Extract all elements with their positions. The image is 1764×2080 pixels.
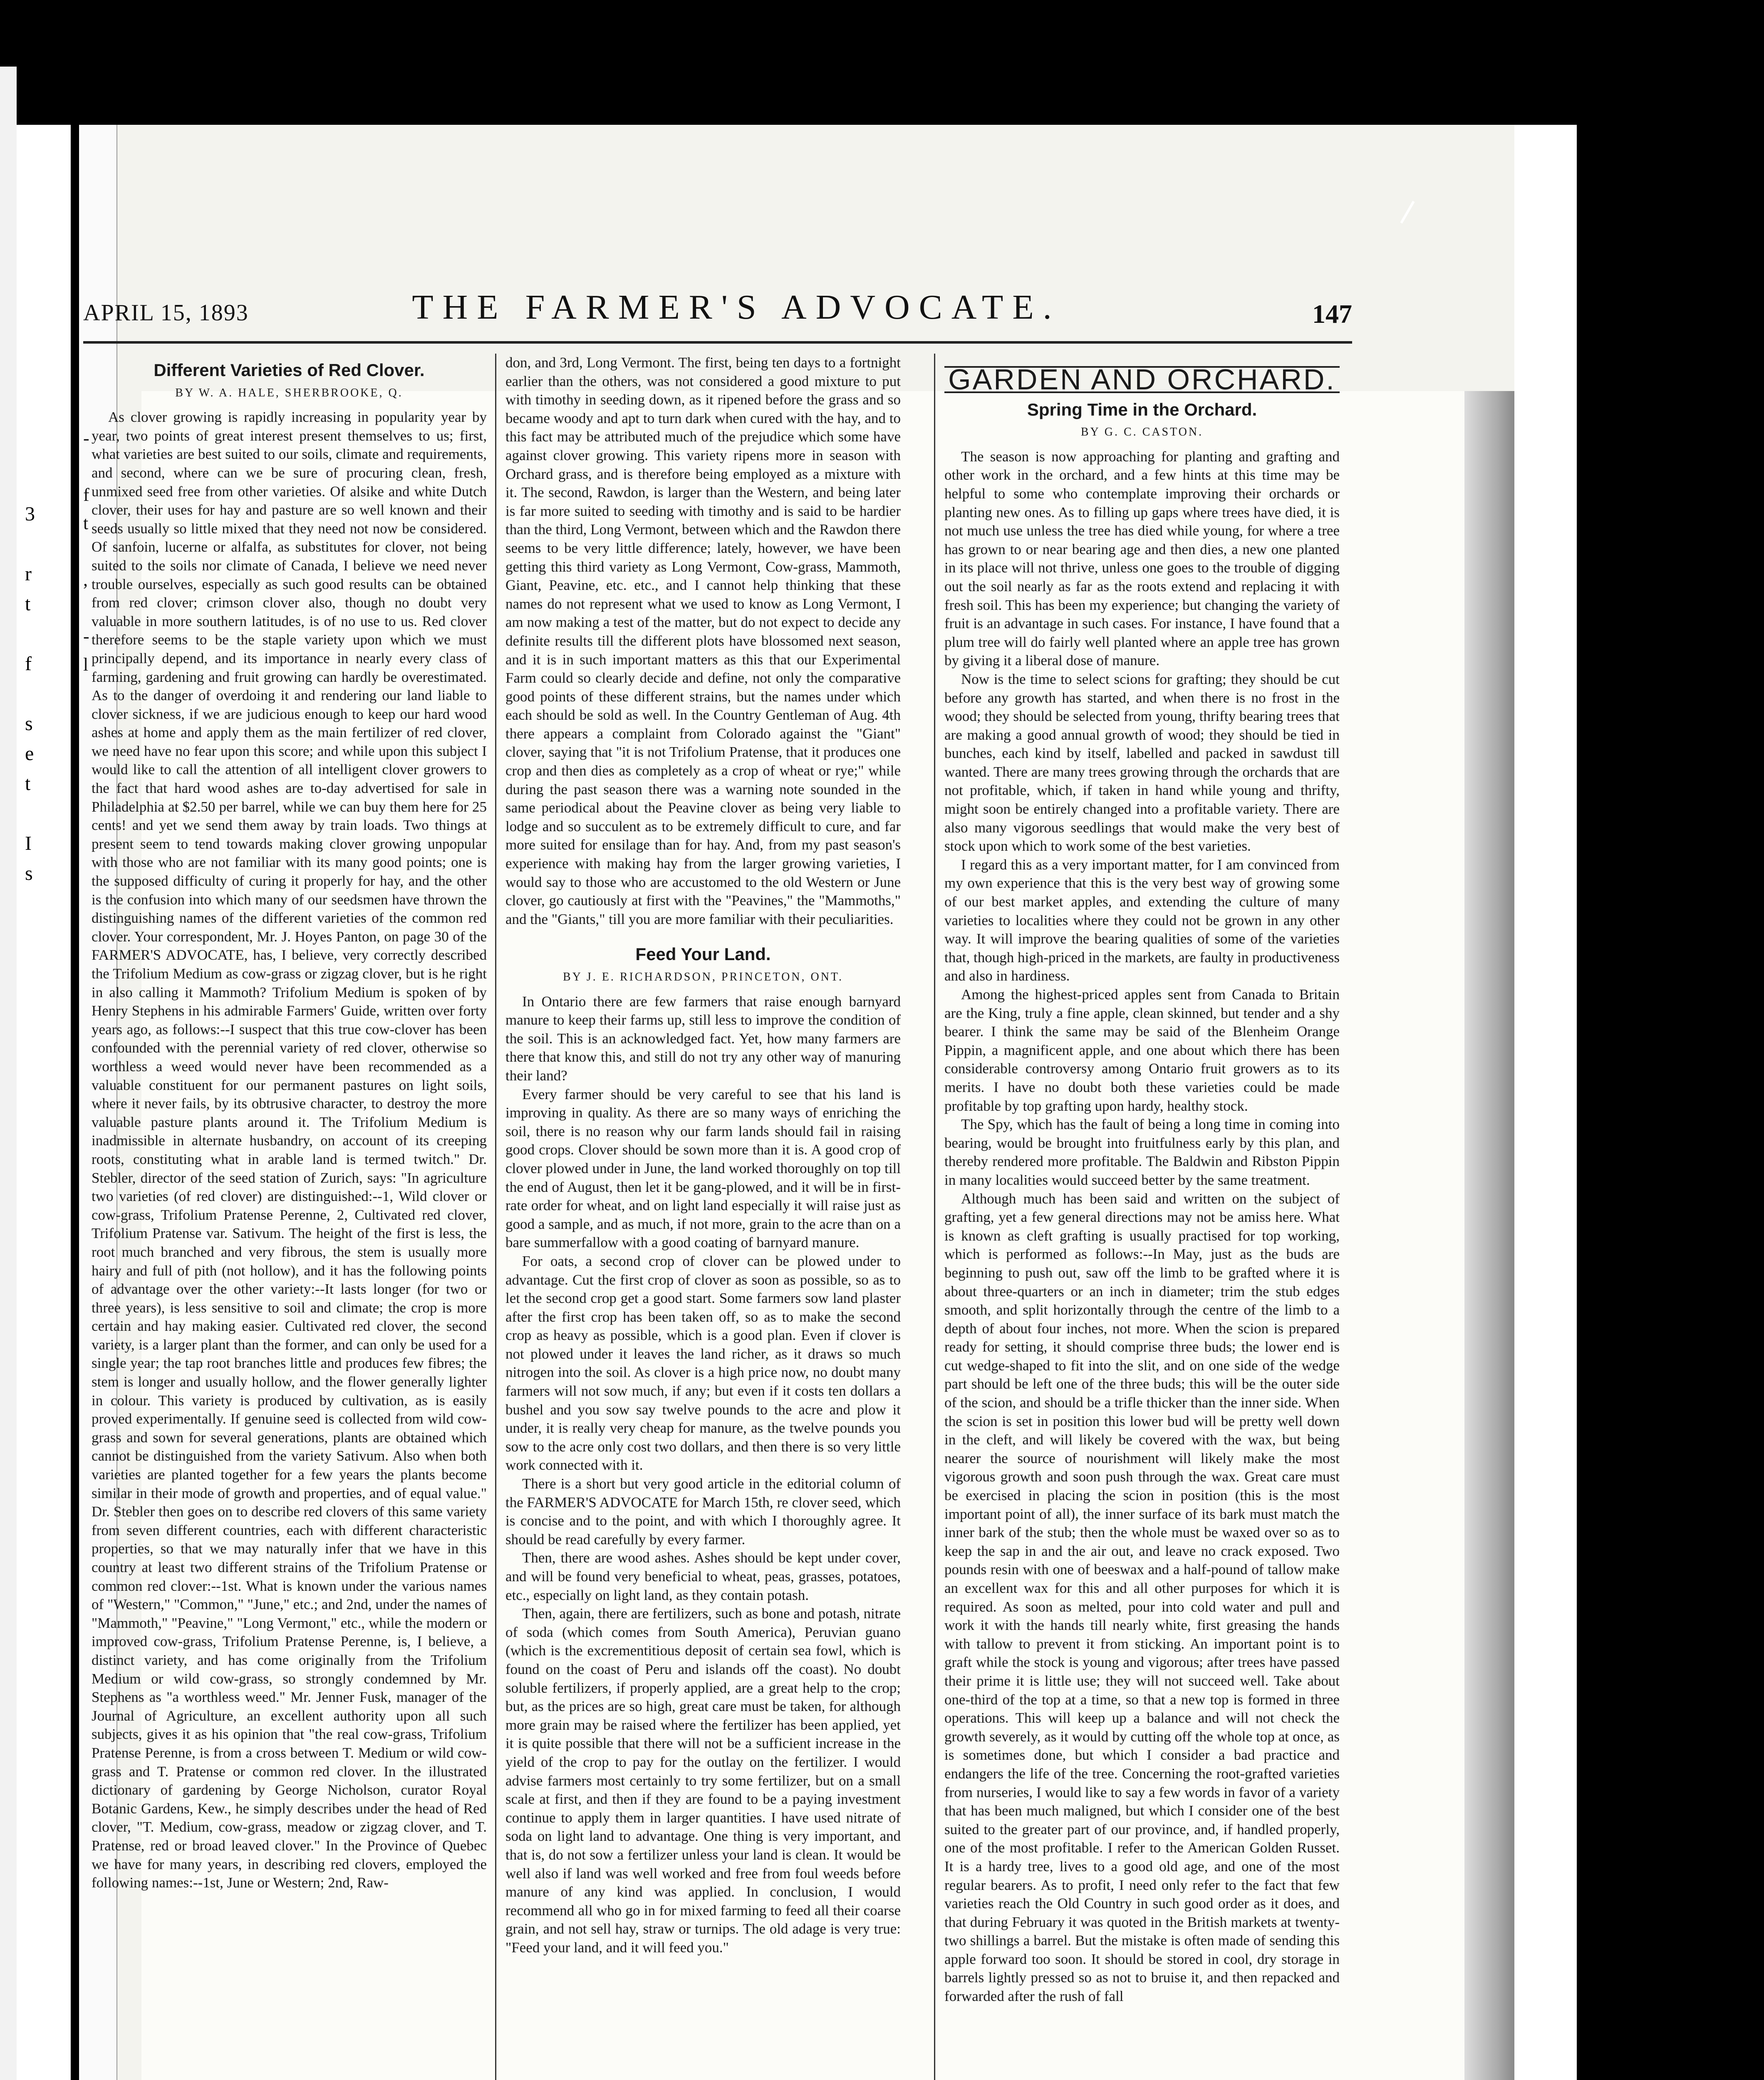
article-title-spring-time: Spring Time in the Orchard.	[1027, 399, 1257, 419]
running-header	[83, 287, 1352, 337]
article-paragraph: In Ontario there are few farmers that raise enough barnyard manure to keep their farms up, still less to improve the condition of the soil. This is an acknowledged fact. Yet, how many farmers are there that know this, and still do not try any other way of manuring their land?	[505, 993, 901, 1084]
article-byline-red-clover: BY W. A. HALE, SHERBROOKE, Q.	[175, 386, 403, 399]
header-rule	[83, 341, 1352, 344]
article-title-red-clover: Different Varieties of Red Clover.	[154, 360, 425, 380]
section-heading: GARDEN AND ORCHARD.	[948, 363, 1336, 396]
article-paragraph: Now is the time to select scions for grafting; they should be cut before any growth has started, and when there is no frost in the wood; they should be selected from young, thrifty bearing trees that are making a good annual growth of wood; they should be tied in bunches, each kind by itself, labelled and packed in sawdust till wanted. There are many trees growing through the orchards that are not profitable, which, if taken in hand while young and thrifty, might soon be entirely changed into a profitable variety. There are also many vigorous seedlings that would make the very best of stock upon which to work some of the best varieties.	[944, 671, 1340, 854]
previous-page-letters: 3 r t f s e t I s	[25, 503, 35, 884]
article-paragraph: Among the highest-priced apples sent from Canada to Britain are the King, truly a fine apple, clean skinned, but tender and a shy bearer. I think the same may be said of the Blenheim Orange Pippin, a magnificent apple, and one about which there has been considerable controversy among Ontario fruit growers as to its merits. I have no doubt both these varieties could be made profitable by top grafting upon hardy, healthy stock.	[944, 986, 1340, 1114]
article-paragraph: As clover growing is rapidly increasing in popularity year by year, two points of great interest present themselves to us; first, what varieties are best suited to our soils, climate and requirements, and second, where can we be sure of procuring clean, fresh, unmixed seed free from other varieties. Of alsike and white Dutch clover, their uses for hay and pasture are so well known and their seeds usually so little mixed that they need not now be considered. Of sanfoin, lucerne or alfalfa, as substitutes for clover, not being suited to the soils nor climate of Canada, I believe we need never trouble ourselves, especially as such good results can be obtained from red clover; crimson clover also, though no doubt very valuable in more southern latitudes, is of no use to us. Red clover therefore seems to be the staple variety upon which we must principally depend, and its importance in nearly every class of farming, gardening and fruit growing can hardly be overestimated. As to the danger of overdoing it and rendering our land liable to clover sickness, if we are judicious enough to keep our hard wood ashes at home and apply them as the main fertilizer of red clover, we need have no fear upon this score; and while upon this subject I would like to call the attention of all intelligent clover growers to the fact that hard wood ashes are to-day advertised for sale in Philadelphia at $2.50 per barrel, while we can buy them here for 25 cents! and yet we send them away by train loads. Two things at present seem to tend towards making clover growing unpopular with those who are not familiar with its many good points; one is the supposed difficulty of curing it properly for hay, and the other is the confusion into which many of our seedsmen have thrown the distinguishing names of the different varieties of the common red clover. Your correspondent, Mr. J. Hoyes Panton, on page 30 of the FARMER'S ADVOCATE, has, I believe, very correctly described the Trifolium Medium as cow-grass or zigzag clover, but is he right in also calling it Mammoth? Trifolium Medium is spoken of by Henry Stephens in his admirable Farmers' Guide, written over forty years ago, as follows:--I suspect that this true cow-clover has been confounded with the perennial variety of red clover, otherwise so worthless a weed would never have been recommended as a valuable constituent for our permanent pastures on light soils, where it never fails, by its obtrusive character, to destroy the more valuable pasture plants around it. The Trifolium Medium is inadmissible in alternate husbandry, on account of its creeping roots, constituting what in arable land is termed twitch." Dr. Stebler, director of the seed station of Zurich, says: "In agriculture two varieties (of red clover) are distinguished:--1, Wild clover or cow-grass, Trifolium Pratense Perenne, 2, Cultivated red clover, Trifolium Pratense var. Sativum. The height of the first is less, the root much branched and very fibrous, the stem is usually more hairy and full of pith (not hollow), and it has the following points of advantage over the other variety:--It lasts longer (for two or three years), is less sensitive to soil and climate; the crop is more certain and hay making easier. Cultivated red clover, the second variety, is a larger plant than the former, and can only be used for a single year; the tap root branches little and produces few fibres; the stem is longer and usually hollow, and the flower generally lighter in colour. This variety is produced by cultivation, as is easily proved experimentally. If genuine seed is collected from wild cow-grass and sown for several generations, plants are obtained which cannot be distinguished from the variety Sativum. Also when both varieties are planted together for a few years the plants become similar in their mode of growth and properties, and of equal value." Dr. Stebler then goes on to describe red clovers of this same variety from seven different countries, each with different characteristic properties, so that we may naturally infer that we have in this country at least two different strains of the Trifolium Pratense or common red clover:--1st. What is known under the various names of "Western," "Common," "June," etc.; and 2nd, under the names of "Mammoth," "Peavine," "Long Vermont," etc., while the modern or improved cow-grass, Trifolium Pratense Perenne, is, I believe, a distinct variety, and has come originally from the Trifolium Medium or wild cow-grass, so strongly condemned by Mr. Stephens as "a worthless weed." Mr. Jenner Fusk, manager of the Journal of Agriculture, an excellent authority upon all such subjects, gives it as his opinion that "the real cow-grass, Trifolium Pratense Perenne, is from a cross between T. Medium or wild cow-grass and T. Pratense or common red clover. In the illustrated dictionary of gardening by George Nicholson, curator Royal Botanic Gardens, Kew., he simply describes under the head of Red clover, "T. Medium, cow-grass, meadow or zigzag clover, and T. Pratense, red or broad leaved clover." In the Province of Quebec we have for many years, in describing red clovers, employed the following names:--1st, June or Western; 2nd, Raw-	[92, 409, 487, 1891]
article-paragraph: Then, there are wood ashes. Ashes should be kept under cover, and will be found very beneficial to wheat, peas, grasses, potatoes, etc., especially on light land, as they contain potash.	[505, 1550, 901, 1603]
issue-date: APRIL 15, 1893	[83, 300, 249, 326]
article-paragraph: The Spy, which has the fault of being a long time in coming into bearing, would be brought into fruitfulness early by this plan, and thereby rendered more profitable. The Baldwin and Ribston Pippin in many localities would succeed better by the same treatment.	[944, 1116, 1340, 1188]
article-paragraph: There is a short but very good article in the editorial column of the FARMER'S ADVOCATE for March 15th, re clover seed, which is concise and to the point, and with which I thoroughly agree. It should be read carefully by every farmer.	[505, 1476, 901, 1548]
column-rule-2	[934, 354, 935, 2080]
article-title-feed-your-land: Feed Your Land.	[635, 944, 771, 964]
right-margin	[1514, 125, 1577, 2080]
article-byline-spring-time: BY G. C. CASTON.	[1080, 426, 1204, 439]
column-1	[92, 354, 487, 1892]
publication-title: THE FARMER'S ADVOCATE.	[412, 288, 1061, 327]
film-edge-left	[0, 67, 17, 2080]
article-paragraph: Although much has been said and written on the subject of grafting, yet a few general directions may not be amiss here. What is known as cleft grafting is usually practised for top working, which is performed as follows:--In May, just as the buds are beginning to push out, saw off the limb to be grafted where it is about three-quarters or an inch in diameter; trim the stub edges smooth, and split horizontally through the centre of the limb to a depth of about four inches, not more. When the scion is prepared ready for setting, it should comprise three buds; the lower end is cut wedge-shaped to fit into the slit, and on one side of the wedge part should be left one of the three buds; this will be the outer side of the scion, and should be a trifle thicker than the inner side. When the scion is set in position this lower bud will be pretty well down in the cleft, and will likely be covered with the wax, but being nearer the source of nourishment will likely make the most vigorous growth and soon push through the wax. Great care must be exercised in placing the scion in position (this is the most important point of all), the inner surface of its bark must match the inner bark of the stub; then the whole must be waxed over so as to keep the sap in and the air out, and leave no crack exposed. Two pounds resin with one of beeswax and a half-pound of tallow make an excellent wax for this and all other purposes for which it is required. As soon as melted, pour into cold water and pull and work it with the hands till nearly white, first greasing the hands with tallow to prevent it from sticking. An important point is to graft while the stock is young and vigorous; after trees have passed their prime it is little use; they will not succeed well. Take about one-third of the top at a time, so that a new top is formed in three operations. This will keep up a balance and will not check the growth severely, as it would by cutting off the whole top at once, as is sometimes done, but which I consider a bad practice and endangers the life of the tree. Concerning the root-grafted varieties from nurseries, I would like to say a few words in favor of a variety that has been much maligned, but which I consider one of the best suited to the greater part of our province, and, if handled properly, one of the most profitable. I refer to the American Golden Russet. It is a hardy tree, lives to a good old age, and one of the most regular bearers. As to profit, I need only refer to the fact that few varieties reach the Old Country in such good order as it does, and that during February it was quoted in the British markets at twenty-two shillings a barrel. But the mistake is often made of sending this apple forward too soon. It should be stored in cool, dry storage in barrels lightly pressed so as not to bruise it, and then repacked and forwarded after the rush of fall	[944, 1190, 1340, 2005]
article-byline-feed-your-land: BY J. E. RICHARDSON, PRINCETON, ONT.	[563, 971, 843, 983]
page-number: 147	[1312, 299, 1352, 329]
article-paragraph: don, and 3rd, Long Vermont. The first, being ten days to a fortnight earlier than the others, was not considered a good mixture to put with timothy in seeding down, as it ripened before the grass and so became woody and apt to turn dark when cured with the hay, and to this fact may be attributed much of the prejudice which some have against clover growing. This variety ripens more in season with Orchard grass, and is therefore being employed as a mixture with it. The second, Rawdon, is larger than the Western, and being later is far more suited to seeding with timothy and is said to be hardier than the third, Long Vermont, between which and the Rawdon there seems to be very little difference; lately, however, we have been getting this third variety as Long Vermont, Cow-grass, Mammoth, Giant, Peavine, etc. etc., and I cannot help thinking that these names do not represent what we used to know as Long Vermont, I am now making a test of the matter, but do not expect to decide any definite results till the different plots have blossomed next season, and it is in such important matters as this that our Experimental Farm could so clearly decide and define, not only the comparative good points of these different strains, but the names under which each should be sold as well. In the Country Gentleman of Aug. 4th there appears a complaint from Colorado against the "Giant" clover, saying that "it is not Trifolium Pratense, that it produces one crop and then dies as completely as a crop of wheat or rye;" while during the past season there was a warning note sounded in the same periodical about the Peavine clover as being very liable to lodge and so succulent as to be extremely difficult to cure, and far more suited for ensilage than for hay. And, from my past season's experience with making hay from the larger growing varieties, I would say to those who are accustomed to the old Western or June clover, go cautiously at first with the "Peavines," the "Mammoths," and the "Giants," till you are more familiar with their peculiarities.	[505, 354, 901, 927]
section-heading-box	[944, 363, 1340, 396]
column-2	[505, 354, 901, 1957]
article-paragraph: Then, again, there are fertilizers, such as bone and potash, nitrate of soda (which comes from South America), Peruvian guano (which is the excrementitious deposit of certain sea fowl, which is found on the coast of Peru and islands off the coast). No doubt soluble fertilizers, if properly applied, are a great help to the crop; but, as the prices are so high, great care must be taken, for although more grain may be raised where the fertilizer has been applied, yet it is quite possible that there will not be a sufficient increase in the yield of the crop to pay for the outlay on the fertilizer. I would advise farmers most certainly to try some fertilizer, but on a small scale at first, and then if they are found to be a paying investment continue to apply them in larger quantities. I have used nitrate of soda on light land to advantage. One thing is very important, and that is, do not sow a fertilizer unless your land is clean. It would be well also if land was well worked and free from foul weeds before manure of any kind was applied. In conclusion, I would recommend all who go in for mixed farming to feed all their coarse grain, and not sell hay, straw or turnips. The old adage is very true: "Feed your land, and it will feed you."	[505, 1605, 901, 1956]
column-3	[944, 354, 1340, 2006]
article-paragraph: For oats, a second crop of clover can be plowed under to advantage. Cut the first crop of clover as soon as possible, so as to let the second crop get a good start. Some farmers sow land plaster after the first crop has been taken off, so as to make the second crop as heavy as possible, which is a good plan. Even if clover is not plowed under it leaves the land richer, as it draws so much nitrogen into the soil. As clover is a high price now, no doubt many farmers will not sow much, if any; but even if it costs ten dollars a bushel and you sow say twelve pounds to the acre and plow it under, it is really very cheap for manure, as the twelve pounds you sow to the acre only cost two dollars, and then there is so very little work connected with it.	[505, 1253, 901, 1473]
facing-page-fragments: - f t , - l	[83, 428, 89, 675]
column-rule-1	[495, 354, 496, 2080]
article-paragraph: The season is now approaching for planting and grafting and other work in the orchard, and a few hints at this time may be helpful to some who contemplate improving their orchards or planting new ones. As to filling up gaps where trees have died, it is not much use unless the tree has died while young, for where a tree has grown to or near bearing age and then dies, a new one planted in its place will not thrive, unless one goes to the trouble of digging out the soil nearly as far as the roots extend and replacing it with fresh soil. This has been my experience; but changing the variety of fruit is an advantage in such cases. For instance, I have found that a plum tree will do fairly well planted where an apple tree has grown by giving it a liberal dose of manure.	[944, 448, 1340, 669]
previous-page-strip	[17, 125, 71, 2080]
article-paragraph: Every farmer should be very careful to see that his land is improving in quality. As there are so many ways of enriching the soil, there is no reason why our farm lands should fail in raising good crops. Clover should be sown more than it is. A good crop of clover plowed under in June, the land worked thoroughly on top till the end of August, then let it be gang-plowed, and it will be in first-rate order for wheat, and on light land especially it will raise just as good a sample, and as much, if not more, grain to the acre than on a bare summerfallow with a good coating of barnyard manure.	[505, 1086, 901, 1251]
article-paragraph: I regard this as a very important matter, for I am convinced from my own experience that this is the very best way of growing some of our best market apples, and extending the culture of many varieties to localities where they could not be grown in any other way. It will improve the bearing qualities of some of the varieties that, though high-priced in the markets, are faulty in productiveness and also in hardiness.	[944, 856, 1340, 984]
